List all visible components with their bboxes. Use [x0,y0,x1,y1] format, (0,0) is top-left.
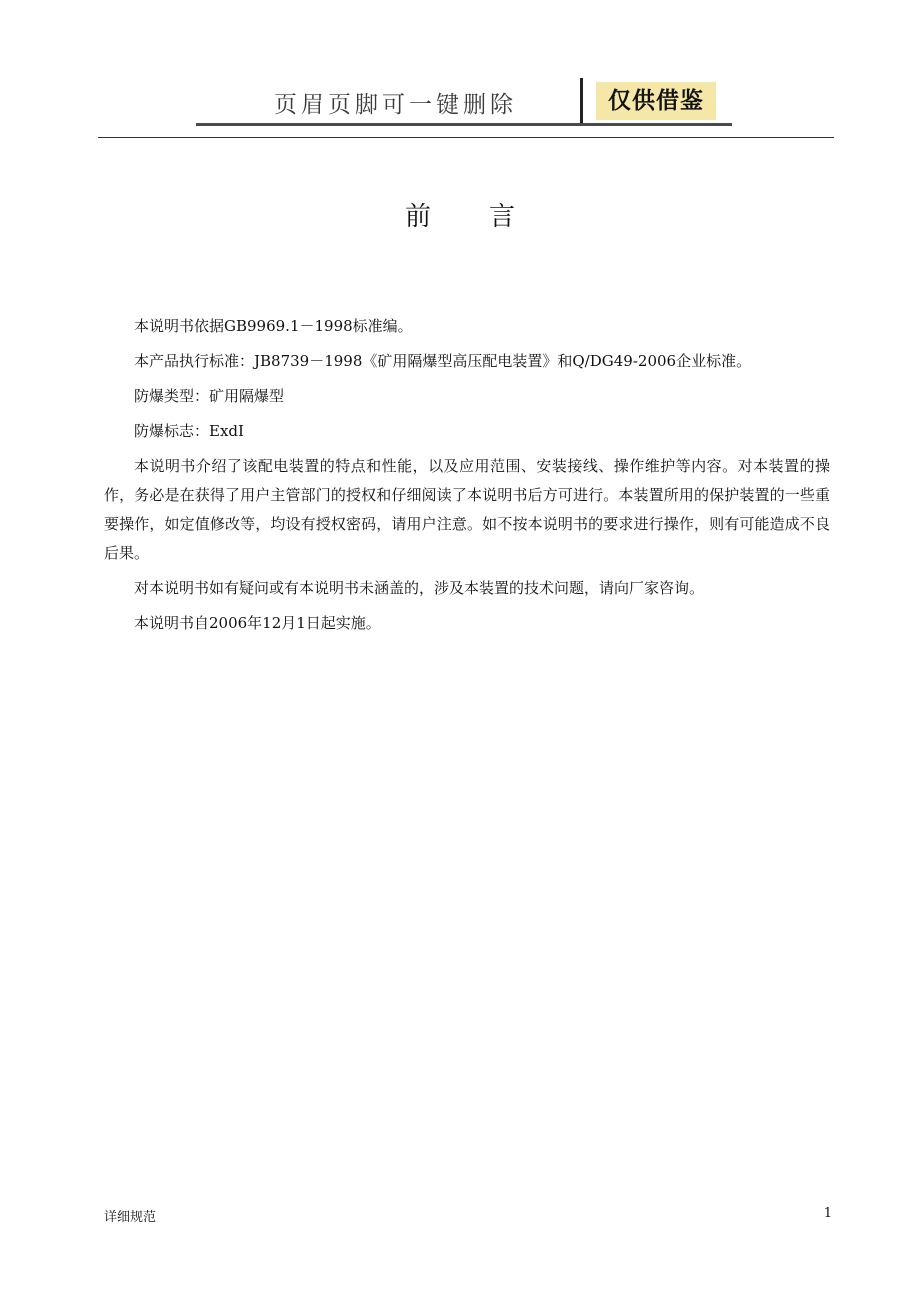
header-rule [98,137,834,138]
header-badge: 仅供借鉴 [596,82,716,120]
paragraph-basis: 本说明书依据GB9969.1－1998标准编。 [134,317,413,335]
paragraph-explosion-type: 防爆类型：矿用隔爆型 [134,387,285,405]
paragraph-introduction: 本说明书介绍了该配电装置的特点和性能，以及应用范围、安装接线、操作维护等内容。对本装置的操作，务必是在获得了用户主管部门的授权和仔细阅读了本说明书后方可进行。本装置所用的保护装置的一些重要操作，如定值修改等，均设有授权密码，请用户注意。如不按本说明书的要求进行操作，则有可能造成不良后果。 [104,457,830,562]
document-body [104,312,830,644]
footer-label: 详细规范 [104,1210,157,1225]
paragraph-inquiry: 对本说明书如有疑问或有本说明书未涵盖的，涉及本装置的技术问题，请向厂家咨询。 [134,579,705,597]
header-banner [196,78,732,128]
header-banner-text: 页眉页脚可一键删除 [274,92,517,118]
page-number: 1 [823,1206,832,1221]
page-title: 前言 [404,202,573,232]
header-divider [580,78,583,126]
paragraph-explosion-mark: 防爆标志：ExdI [134,422,244,440]
paragraph-effective-date: 本说明书自2006年12月1日起实施。 [134,614,381,632]
paragraph-standard: 本产品执行标准：JB8739－1998《矿用隔爆型高压配电装置》和Q/DG49-2006企业标准。 [134,352,752,370]
header-underline [196,123,732,126]
